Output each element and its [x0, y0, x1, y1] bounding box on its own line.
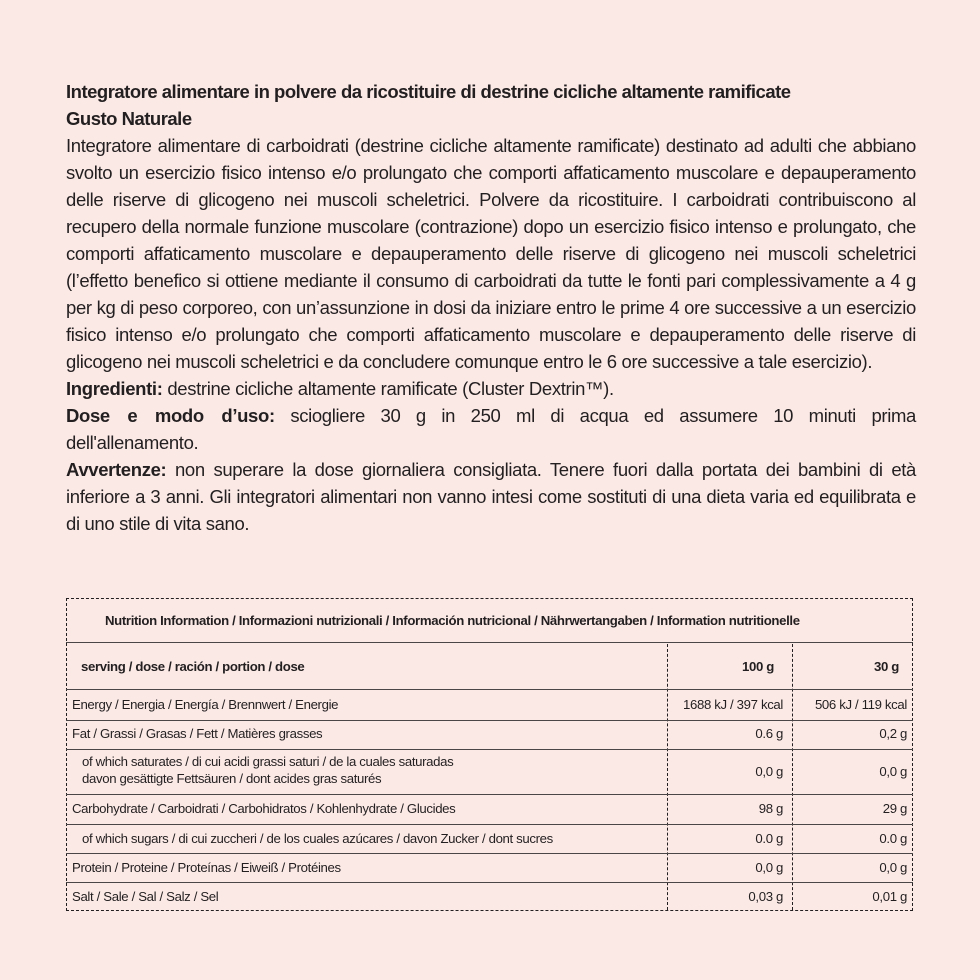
- product-title-line1: Integratore alimentare in polvere da ricostituire di destrine cicliche altamente ramificate: [66, 81, 791, 102]
- row-value-fat-100g: 0.6 g: [755, 726, 783, 741]
- dose-label: Dose e modo d’uso:: [66, 405, 275, 426]
- warnings-text: non superare la dose giornaliera consigliata. Tenere fuori dalla portata dei bambini di età inferiore a 3 anni. Gli integratori alimentari non vanno intesi come sostituti di una dieta varia ed equilibrata e di uno stile di vita sano.: [66, 459, 916, 534]
- row-value-salt-30g: 0,01 g: [872, 889, 907, 904]
- row-label-fat: Fat / Grassi / Grasas / Fett / Matières grasses: [72, 726, 323, 741]
- heading-divider: [66, 642, 913, 643]
- dose-text: sciogliere 30 g in 250 ml di acqua ed assumere 10 minuti prima dell'allenamento.: [66, 405, 916, 453]
- row-value-energy-100g: 1688 kJ / 397 kcal: [683, 697, 783, 712]
- row-value-protein-100g: 0,0 g: [755, 860, 783, 875]
- row-divider: [66, 853, 913, 854]
- table-top-border: [66, 598, 913, 599]
- table-bottom-border: [66, 910, 913, 911]
- table-left-border: [66, 598, 67, 911]
- row-value-fat-30g: 0,2 g: [879, 726, 907, 741]
- row-value-salt-100g: 0,03 g: [748, 889, 783, 904]
- serving-divider: [66, 689, 913, 690]
- row-value-protein-30g: 0,0 g: [879, 860, 907, 875]
- nutrition-table: [66, 598, 913, 911]
- row-divider: [66, 794, 913, 795]
- nutrition-heading: Nutrition Information / Informazioni nutrizionali / Información nutricional / Nährwertangaben / Information nutritionelle: [105, 613, 800, 628]
- row-label-protein: Protein / Proteine / Proteínas / Eiweiß / Protéines: [72, 860, 341, 875]
- description-body: Integratore alimentare di carboidrati (destrine cicliche altamente ramificate) destinato ad adulti che abbiano svolto un esercizio fisico intenso e/o prolungato che comporti affaticamento muscolare e depauperamento delle riserve di glicogeno nei muscoli scheletrici. Polvere da ricostituire. I carboidrati contribuiscono al recupero della normale funzione muscolare (contrazione) dopo un esercizio fisico intenso e prolungato, che comporti affaticamento muscolare e depauperamento delle riserve di glicogeno nei muscoli scheletrici (l’effetto benefico si ottiene mediante il consumo di carboidrati da tutte le fonti pari complessivamente a 4 g per kg di peso corporeo, con un’assunzione in dosi da iniziare entro le prime 4 ore successive a un esercizio fisico intenso e/o prolungato che comporti affaticamento muscolare e depauperamento delle riserve di glicogeno nei muscoli scheletrici e da concludere comunque entro le 6 ore successive a tale esercizio).: [66, 135, 916, 372]
- row-value-saturates-100g: 0,0 g: [755, 764, 783, 779]
- serving-label: serving / dose / ración / portion / dose: [81, 659, 305, 674]
- product-description: [66, 78, 916, 537]
- dose-paragraph: [66, 402, 916, 456]
- row-label-salt: Salt / Sale / Sal / Salz / Sel: [72, 889, 219, 904]
- row-label-saturates-line2: davon gesättigte Fettsäuren / dont acides gras saturés: [82, 771, 382, 786]
- row-value-sugars-100g: 0.0 g: [755, 831, 783, 846]
- row-value-sugars-30g: 0.0 g: [879, 831, 907, 846]
- product-title-line2: Gusto Naturale: [66, 108, 192, 129]
- row-value-energy-30g: 506 kJ / 119 kcal: [814, 697, 907, 712]
- column-header-30g: 30 g: [874, 659, 899, 674]
- ingredients-label: Ingredienti:: [66, 378, 163, 399]
- row-divider: [66, 824, 913, 825]
- row-value-carbohydrate-100g: 98 g: [758, 801, 783, 816]
- row-divider: [66, 882, 913, 883]
- table-right-border: [912, 598, 913, 911]
- row-label-energy: Energy / Energia / Energía / Brennwert / Energie: [72, 697, 339, 712]
- row-label-sugars: of which sugars / di cui zuccheri / de los cuales azúcares / davon Zucker / dont sucres: [82, 831, 553, 846]
- ingredients-paragraph: [66, 375, 916, 402]
- ingredients-text: destrine cicliche altamente ramificate (Cluster Dextrin™).: [162, 378, 614, 399]
- warnings-label: Avvertenze:: [66, 459, 167, 480]
- row-divider: [66, 749, 913, 750]
- row-value-carbohydrate-30g: 29 g: [882, 801, 907, 816]
- column-header-100g: 100 g: [742, 659, 774, 674]
- column-divider-2: [792, 644, 793, 910]
- row-value-saturates-30g: 0,0 g: [879, 764, 907, 779]
- row-divider: [66, 720, 913, 721]
- row-label-saturates: of which saturates / di cui acidi grassi saturi / de la cuales saturadas: [82, 754, 454, 769]
- warnings-paragraph: [66, 456, 916, 537]
- row-label-carbohydrate: Carbohydrate / Carboidrati / Carbohidratos / Kohlenhydrate / Glucides: [72, 801, 456, 816]
